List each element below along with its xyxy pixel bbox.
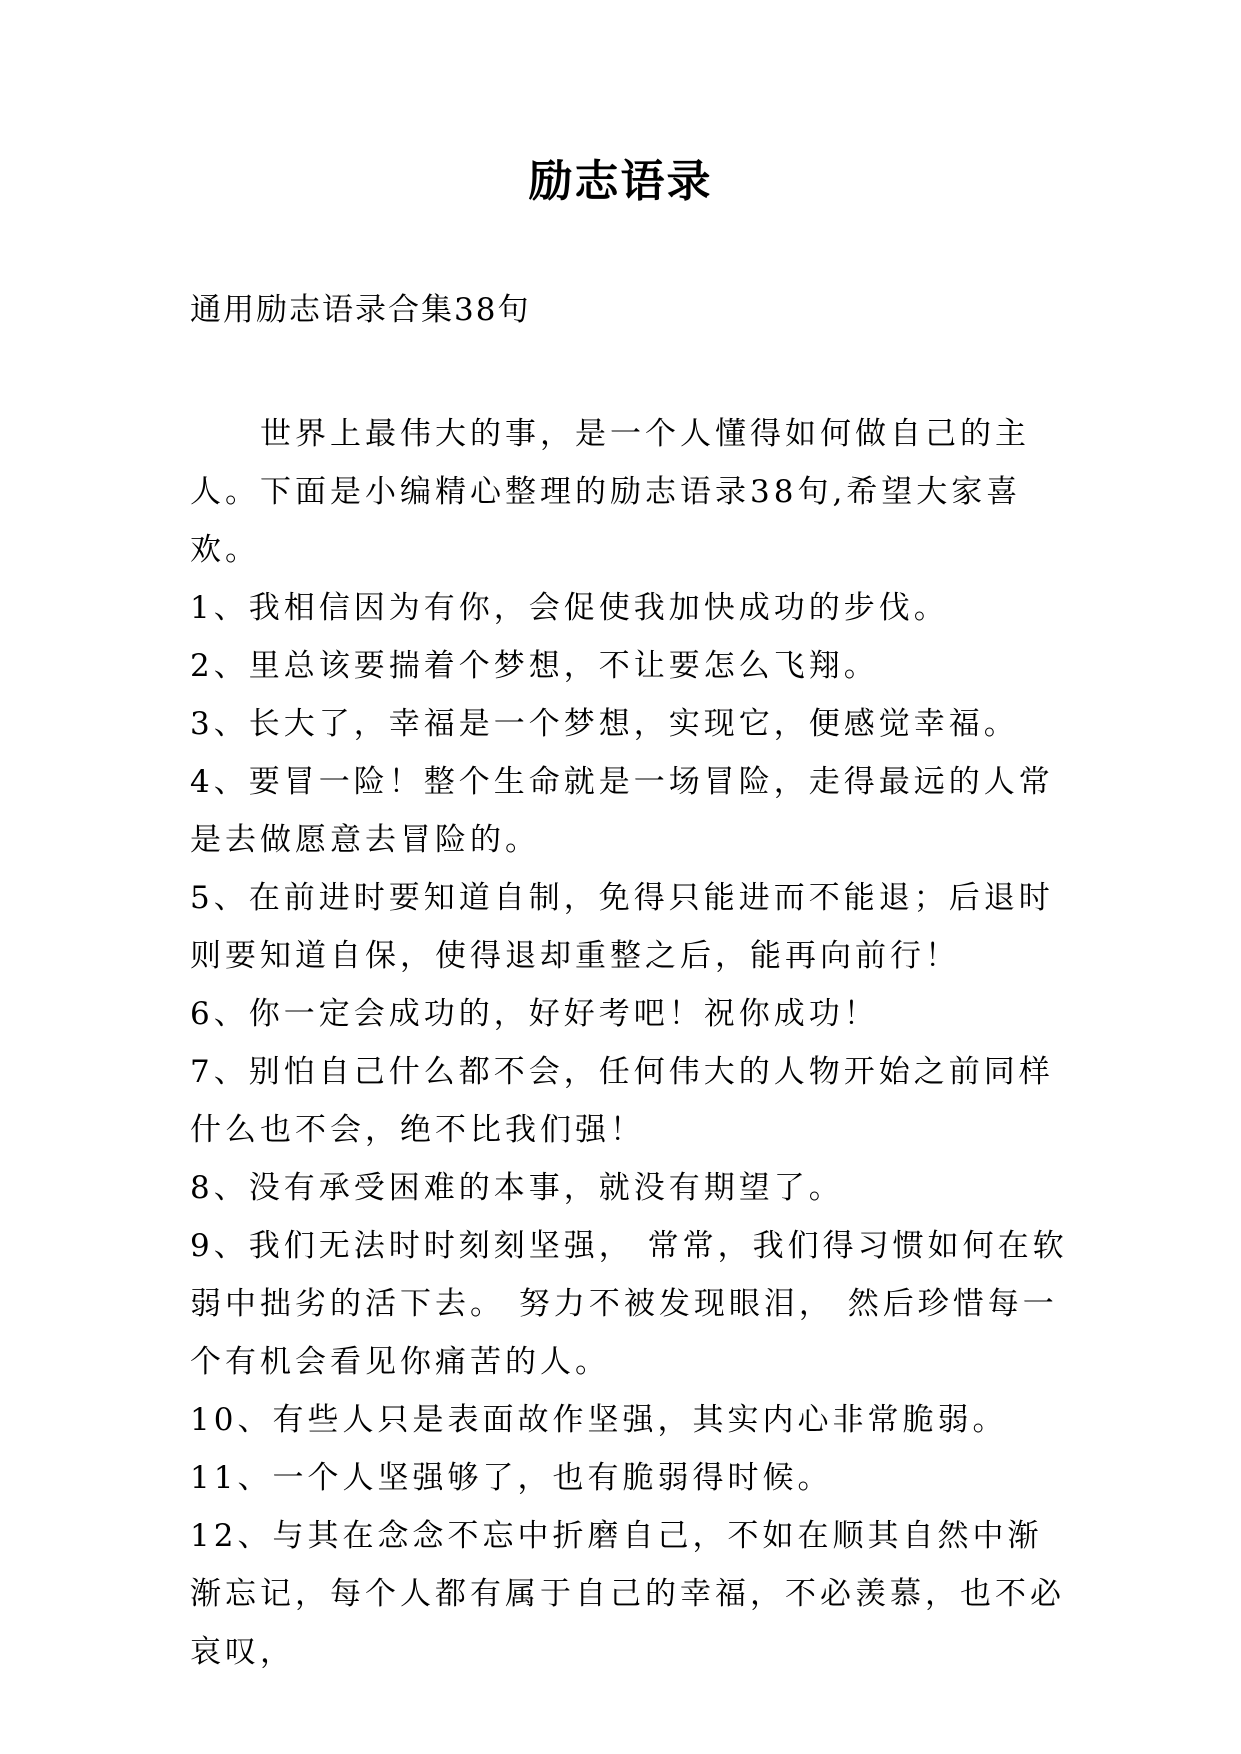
quote-item-11: 11、一个人坚强够了，也有脆弱得时候。 xyxy=(190,1460,833,1496)
quote-item-3: 3、长大了，幸福是一个梦想，实现它，便感觉幸福。 xyxy=(190,706,1019,742)
quote-item-9: 9、我们无法时时刻刻坚强， 常常，我们得习惯如何在软弱中拙劣的活下去。 努力不被发现眼泪， 然后珍惜每一个有机会看见你痛苦的人。 xyxy=(190,1228,1068,1380)
quote-item-7: 7、别怕自己什么都不会，任何伟大的人物开始之前同样什么也不会，绝不比我们强！ xyxy=(190,1054,1054,1148)
document-title: 励志语录 xyxy=(528,156,713,207)
quote-item-5: 5、在前进时要知道自制，免得只能进而不能退；后退时则要知道自保，使得退却重整之后，能再向前行！ xyxy=(190,880,1054,974)
quote-item-6: 6、你一定会成功的，好好考吧！祝你成功！ xyxy=(190,996,879,1032)
quote-item-12: 12、与其在念念不忘中折磨自己，不如在顺其自然中渐渐忘记，每个人都有属于自己的幸福，不必羡慕，也不必哀叹， xyxy=(190,1518,1065,1670)
intro-paragraph: 世界上最伟大的事，是一个人懂得如何做自己的主人。下面是小编精心整理的励志语录38句,希望大家喜欢。 xyxy=(190,416,1030,568)
document-body xyxy=(190,405,1070,1681)
quote-item-10: 10、有些人只是表面故作坚强，其实内心非常脆弱。 xyxy=(190,1402,1008,1438)
quote-item-4: 4、要冒一险！整个生命就是一场冒险，走得最远的人常是去做愿意去冒险的。 xyxy=(190,764,1054,858)
quote-item-2: 2、里总该要揣着个梦想，不让要怎么飞翔。 xyxy=(190,648,879,684)
quote-item-1: 1、我相信因为有你，会促使我加快成功的步伐。 xyxy=(190,590,949,626)
document-subtitle: 通用励志语录合集38句 xyxy=(190,292,531,328)
quote-item-8: 8、没有承受困难的本事，就没有期望了。 xyxy=(190,1170,844,1206)
